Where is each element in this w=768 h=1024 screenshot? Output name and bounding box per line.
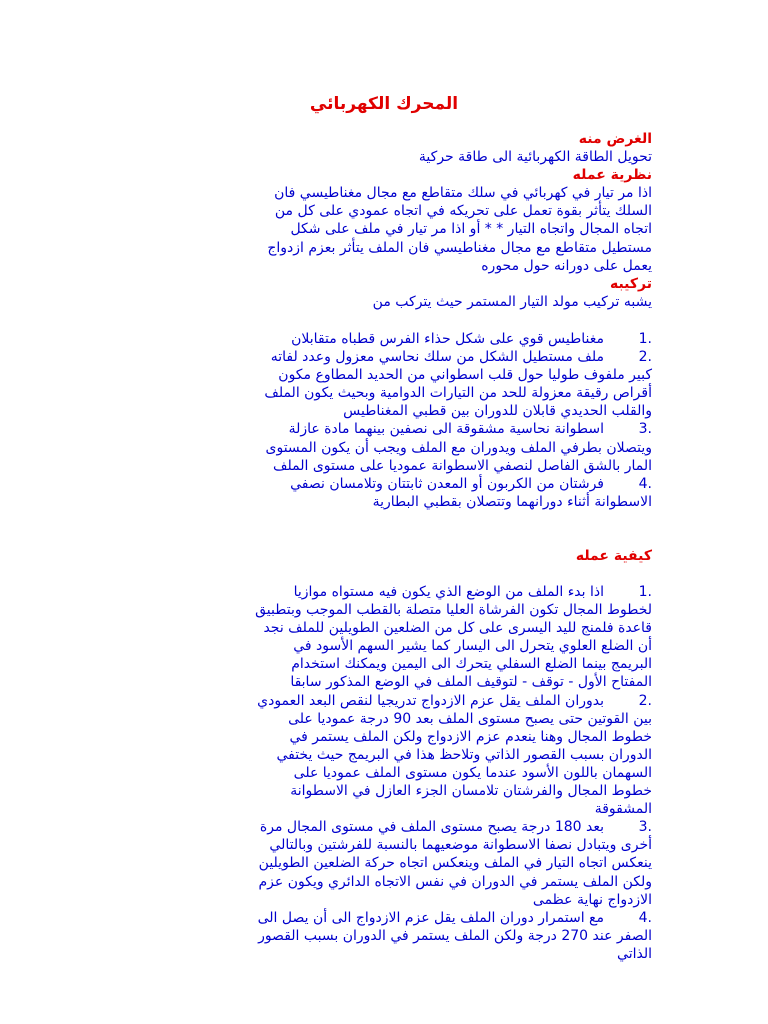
list-item-line: مع استمرار دوران الملف يقل عزم الازدواج الى أن يصل الى xyxy=(257,909,604,926)
list-number: 3. xyxy=(638,819,652,836)
theory-line: مستطيل متقاطع مع مجال مغناطيسي فان الملف يتأثر بعزم ازدواج xyxy=(267,239,652,256)
list-item-line: الازدواج نهاية عظمى xyxy=(532,891,652,908)
list-item xyxy=(92,909,652,963)
structure-list xyxy=(92,330,652,511)
list-item xyxy=(92,818,652,908)
list-number: 4. xyxy=(638,475,652,492)
theory-line: يعمل على دورانه حول محوره xyxy=(481,257,652,274)
document-title xyxy=(0,92,768,116)
list-item-line: فرشتان من الكربون أو المعدن ثابتتان وتلامسان نصفي xyxy=(290,475,604,492)
theory-line: اذا مر تيار في كهربائي في سلك متقاطع مع مجال مغناطيسي فان xyxy=(274,185,652,202)
list-item-line: والقلب الحديدي قابلان للدوران بين قطبي المغناطيس xyxy=(343,403,652,420)
list-number: 2. xyxy=(638,349,652,366)
list-number: 2. xyxy=(638,692,652,709)
list-item-line: المفتاح الأول - توقف - لتوقيف الملف في الوضع المذكور سابقا xyxy=(290,674,652,691)
purpose-heading: الغرض منه xyxy=(578,131,652,147)
list-item-line: الاسطوانة أثناء دورانهما وتتصلان بقطبي البطارية xyxy=(372,493,652,510)
list-item-line: بين القوتين حتى يصبح مستوى الملف بعد 90 درجة عموديا على xyxy=(288,710,652,727)
list-item-line: بعد 180 درجة يصبح مستوى الملف في مستوى المجال مرة xyxy=(259,819,604,836)
list-item-line: خطوط المجال والفرشتان تلامسان الجزء العازل في الاسطوانة xyxy=(290,783,652,800)
structure-heading: تركيبه xyxy=(609,275,652,292)
theory-line: اتجاه المجال واتجاه التيار * * أو اذا مر تيار في ملف على شكل xyxy=(290,221,652,238)
structure-intro: يشبه تركيب مولد التيار المستمر حيث يتركب من xyxy=(372,293,652,310)
list-item-line: الذاتي xyxy=(617,945,652,962)
list-item xyxy=(92,330,652,348)
operation-heading-text: كيفية عمله xyxy=(575,548,652,564)
list-item-line: اذا بدء الملف من الوضع الذي يكون فيه مستواه موازيا xyxy=(293,584,604,600)
list-item-line: السهمان باللون الأسود عندما يكون مستوى الملف عموديا على xyxy=(293,764,652,781)
purpose-text: تحويل الطاقة الكهربائية الى طاقة حركية xyxy=(418,149,652,166)
list-item-line: ينعكس اتجاه التيار في الملف وينعكس اتجاه حركة الضلعين الطويلين xyxy=(258,855,652,872)
list-item-line: اسطوانة نحاسية مشقوقة الى نصفين بينهما مادة عازلة xyxy=(288,421,604,438)
list-number: 1. xyxy=(638,584,652,600)
theory-heading: نظرية عمله xyxy=(572,167,652,184)
list-item-line: مغناطيس قوي على شكل حذاء الفرس قطباه متقابلان xyxy=(291,331,604,347)
list-item-line: الدوران بسبب القصور الذاتي وتلاحظ هذا في البريمج حيث يختفي xyxy=(276,746,652,763)
operation-heading xyxy=(576,547,652,565)
list-item-line: المشقوقة xyxy=(594,801,652,818)
list-item-line: البريمج بينما الضلع السفلي يتحرك الى اليمين ويمكنك استخدام xyxy=(291,656,652,673)
list-item-line: ولكن الملف يستمر في الدوران في نفس الاتجاه الدائري ويكون عزم xyxy=(258,873,652,890)
list-item-line: بدوران الملف يقل عزم الازدواج تدريجيا لنقص البعد العمودي xyxy=(257,692,604,709)
list-item-line: المار بالشق الفاصل لنصفي الاسطوانة عموديا على مستوى الملف xyxy=(273,457,652,474)
title-text: المحرك الكهربائي xyxy=(309,94,459,114)
list-item-line: قاعدة فلمنج لليد اليسرى على كل من الضلعين الطويلين للملف نجد xyxy=(263,620,652,637)
list-item-line: ويتصلان بطرفي الملف ويدوران مع الملف ويجب أن يكون المستوى xyxy=(265,439,652,456)
list-item xyxy=(92,420,652,474)
list-number: 1. xyxy=(638,331,652,347)
list-item-line: أقراص رقيقة معزولة للحد من التيارات الدوامية وبحيث يكون الملف xyxy=(264,385,652,402)
list-item-line: أخرى ويتبادل نصفا الاسطوانة موضعيهما بالنسبة للفرشتين وبالتالي xyxy=(269,837,652,854)
theory-line: السلك يتأثر بقوة تعمل على تحريكه في اتجاه عمودي على كل من xyxy=(274,203,652,220)
operation-list xyxy=(92,583,652,963)
list-item xyxy=(92,583,652,692)
list-number: 3. xyxy=(638,421,652,438)
list-item xyxy=(92,692,652,819)
list-number: 4. xyxy=(638,909,652,926)
intro-section xyxy=(92,130,652,311)
list-item-line: أن الضلع العلوي يتحرل الى اليسار كما يشير السهم الأسود في xyxy=(293,638,652,655)
list-item-line: ملف مستطيل الشكل من سلك نحاسي معزول وعدد لفاته xyxy=(270,349,604,366)
list-item-line: خطوط المجال وهنا ينعدم عزم الازدواج ولكن الملف يستمر في xyxy=(289,728,652,745)
list-item-line: الصفر عند 270 درجة ولكن الملف يستمر في الدوران بسبب القصور xyxy=(258,927,652,944)
list-item xyxy=(92,475,652,511)
list-item xyxy=(92,348,652,420)
list-item-line: كبير ملفوف طوليا حول قلب اسطواني من الحديد المطاوع مكون xyxy=(278,367,652,384)
list-item-line: لخطوط المجال تكون الفرشاة العليا متصلة بالقطب الموجب وبتطبيق xyxy=(255,602,652,619)
